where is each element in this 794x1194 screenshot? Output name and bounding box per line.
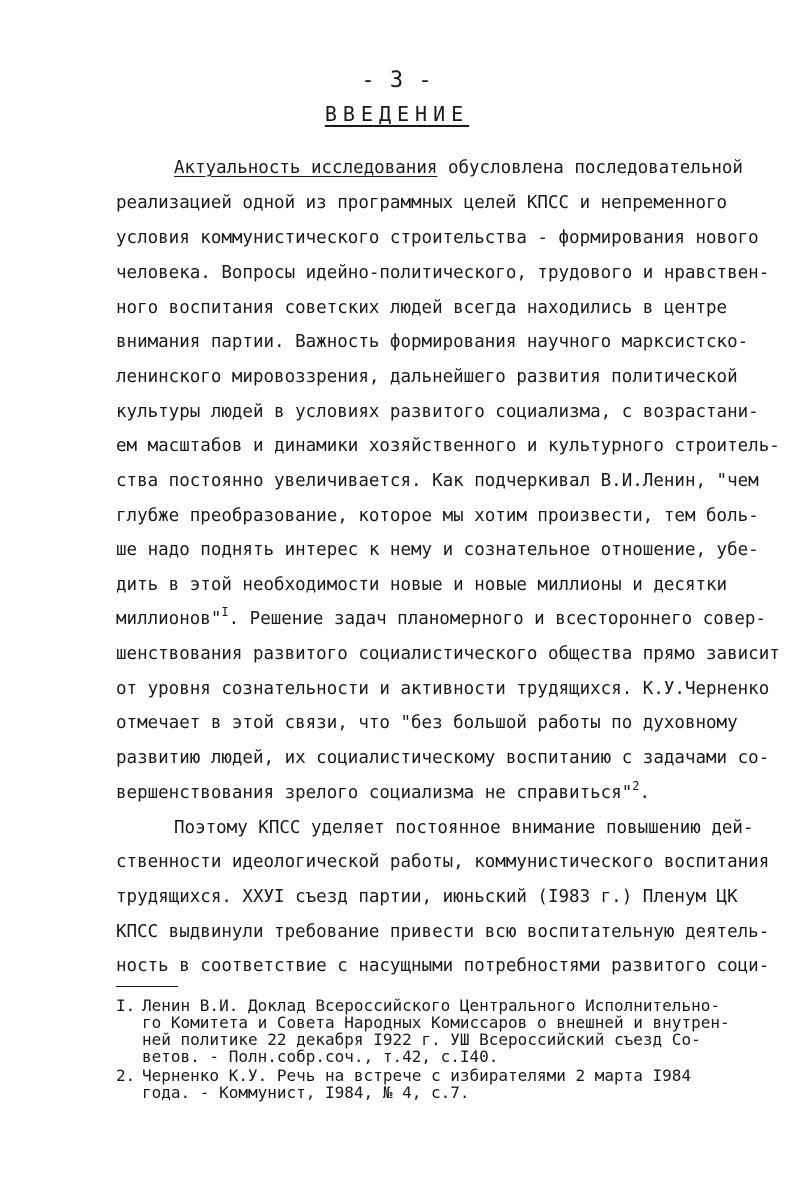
paragraph-line: ного воспитания советских людей всегда находились в центре (116, 298, 728, 318)
paragraph-line: развитию людей, их социалистическому воспитанию с задачами со- (116, 748, 770, 768)
paragraph-line: шенствования развитого социалистического общества прямо зависит (116, 644, 780, 664)
line-text: . (639, 783, 651, 803)
paragraph-line: ленинского мировоззрения, дальнейшего развития политической (116, 367, 738, 387)
footnote-number: 2. (116, 1066, 136, 1085)
line-text: . Решение задач планомерного и всестороннего совер- (228, 609, 766, 629)
footnote-ref: I (221, 605, 229, 619)
paragraph-line: глубже преобразование, которое мы хотим произвести, тем боль- (116, 506, 759, 526)
paragraph-line: КПСС выдвинули требование привести всю воспитательную деятель- (116, 922, 770, 942)
paragraph-line: Поэтому КПСС уделяет постоянное внимание повышению дей- (174, 818, 754, 838)
paragraph-line: культуры людей в условиях развитого социализма, с возрастани- (116, 402, 759, 422)
paragraph-line: ше надо поднять интерес к нему и сознательное отношение, убе- (116, 540, 759, 560)
paragraph-line: дить в этой необходимости новые и новые миллионы и десятки (116, 575, 728, 595)
paragraph-line: условия коммунистического строительства - формирования нового (116, 228, 759, 248)
footnote-line: ветов. - Полн.собр.соч., т.42, с.I40. (142, 1047, 499, 1066)
paragraph-line: внимания партии. Важность формирования научного марксистско- (116, 332, 749, 352)
paragraph-line: ем масштабов и динамики хозяйственного и культурного строитель- (116, 436, 780, 456)
footnote-number: I. (116, 996, 136, 1015)
paragraph-line: ства постоянно увеличивается. Как подчеркивал В.И.Ленин, "чем (116, 471, 759, 491)
paragraph-line: отмечает в этой связи, что "без большой работы по духовному (116, 713, 738, 733)
section-heading: ВВЕДЕНИЕ (324, 102, 470, 126)
paragraph-line: реализацией одной из программных целей КПСС и непременного (116, 193, 728, 213)
footnote-line: го Комитета и Совета Народных Комиссаров о внешней и внутрен- (142, 1013, 730, 1032)
emphasis-phrase: Актуальность исследования (174, 158, 438, 178)
paragraph-line: от уровня сознательности и активности трудящихся. К.У.Черненко (116, 679, 770, 699)
paragraph-line: человека. Вопросы идейно-политического, трудового и нравствен- (116, 263, 770, 283)
paragraph-line: трудящихся. ХХУI съезд партии, июньский (I983 г.) Пленум ЦК (116, 887, 738, 907)
paragraph-line (174, 160, 743, 178)
line-text: обусловлена последовательной (437, 158, 743, 178)
footnote-line: ней политике 22 декабря I922 г. УШ Всероссийский съезд Со- (142, 1030, 701, 1049)
paragraph-line (116, 605, 766, 629)
footnote-line: Ленин В.И. Доклад Всероссийского Центрального Исполнительно- (142, 996, 720, 1015)
paragraph-line (116, 779, 651, 803)
line-text: вершенствования зрелого социализма не справиться" (116, 783, 633, 803)
paragraph-line: ность в соответствие с насущными потребностями развитого соци- (116, 956, 770, 976)
footnote-separator (116, 986, 178, 987)
footnote-ref: 2 (632, 779, 640, 793)
footnote-line: года. - Коммунист, I984, № 4, с.7. (142, 1083, 470, 1102)
footnote-line: Черненко К.У. Речь на встрече с избирателями 2 марта I984 (142, 1066, 692, 1085)
line-text: миллионов" (116, 609, 222, 629)
paragraph-line: ственности идеологической работы, коммунистического воспитания (116, 852, 770, 872)
page-number: - 3 - (361, 68, 433, 93)
